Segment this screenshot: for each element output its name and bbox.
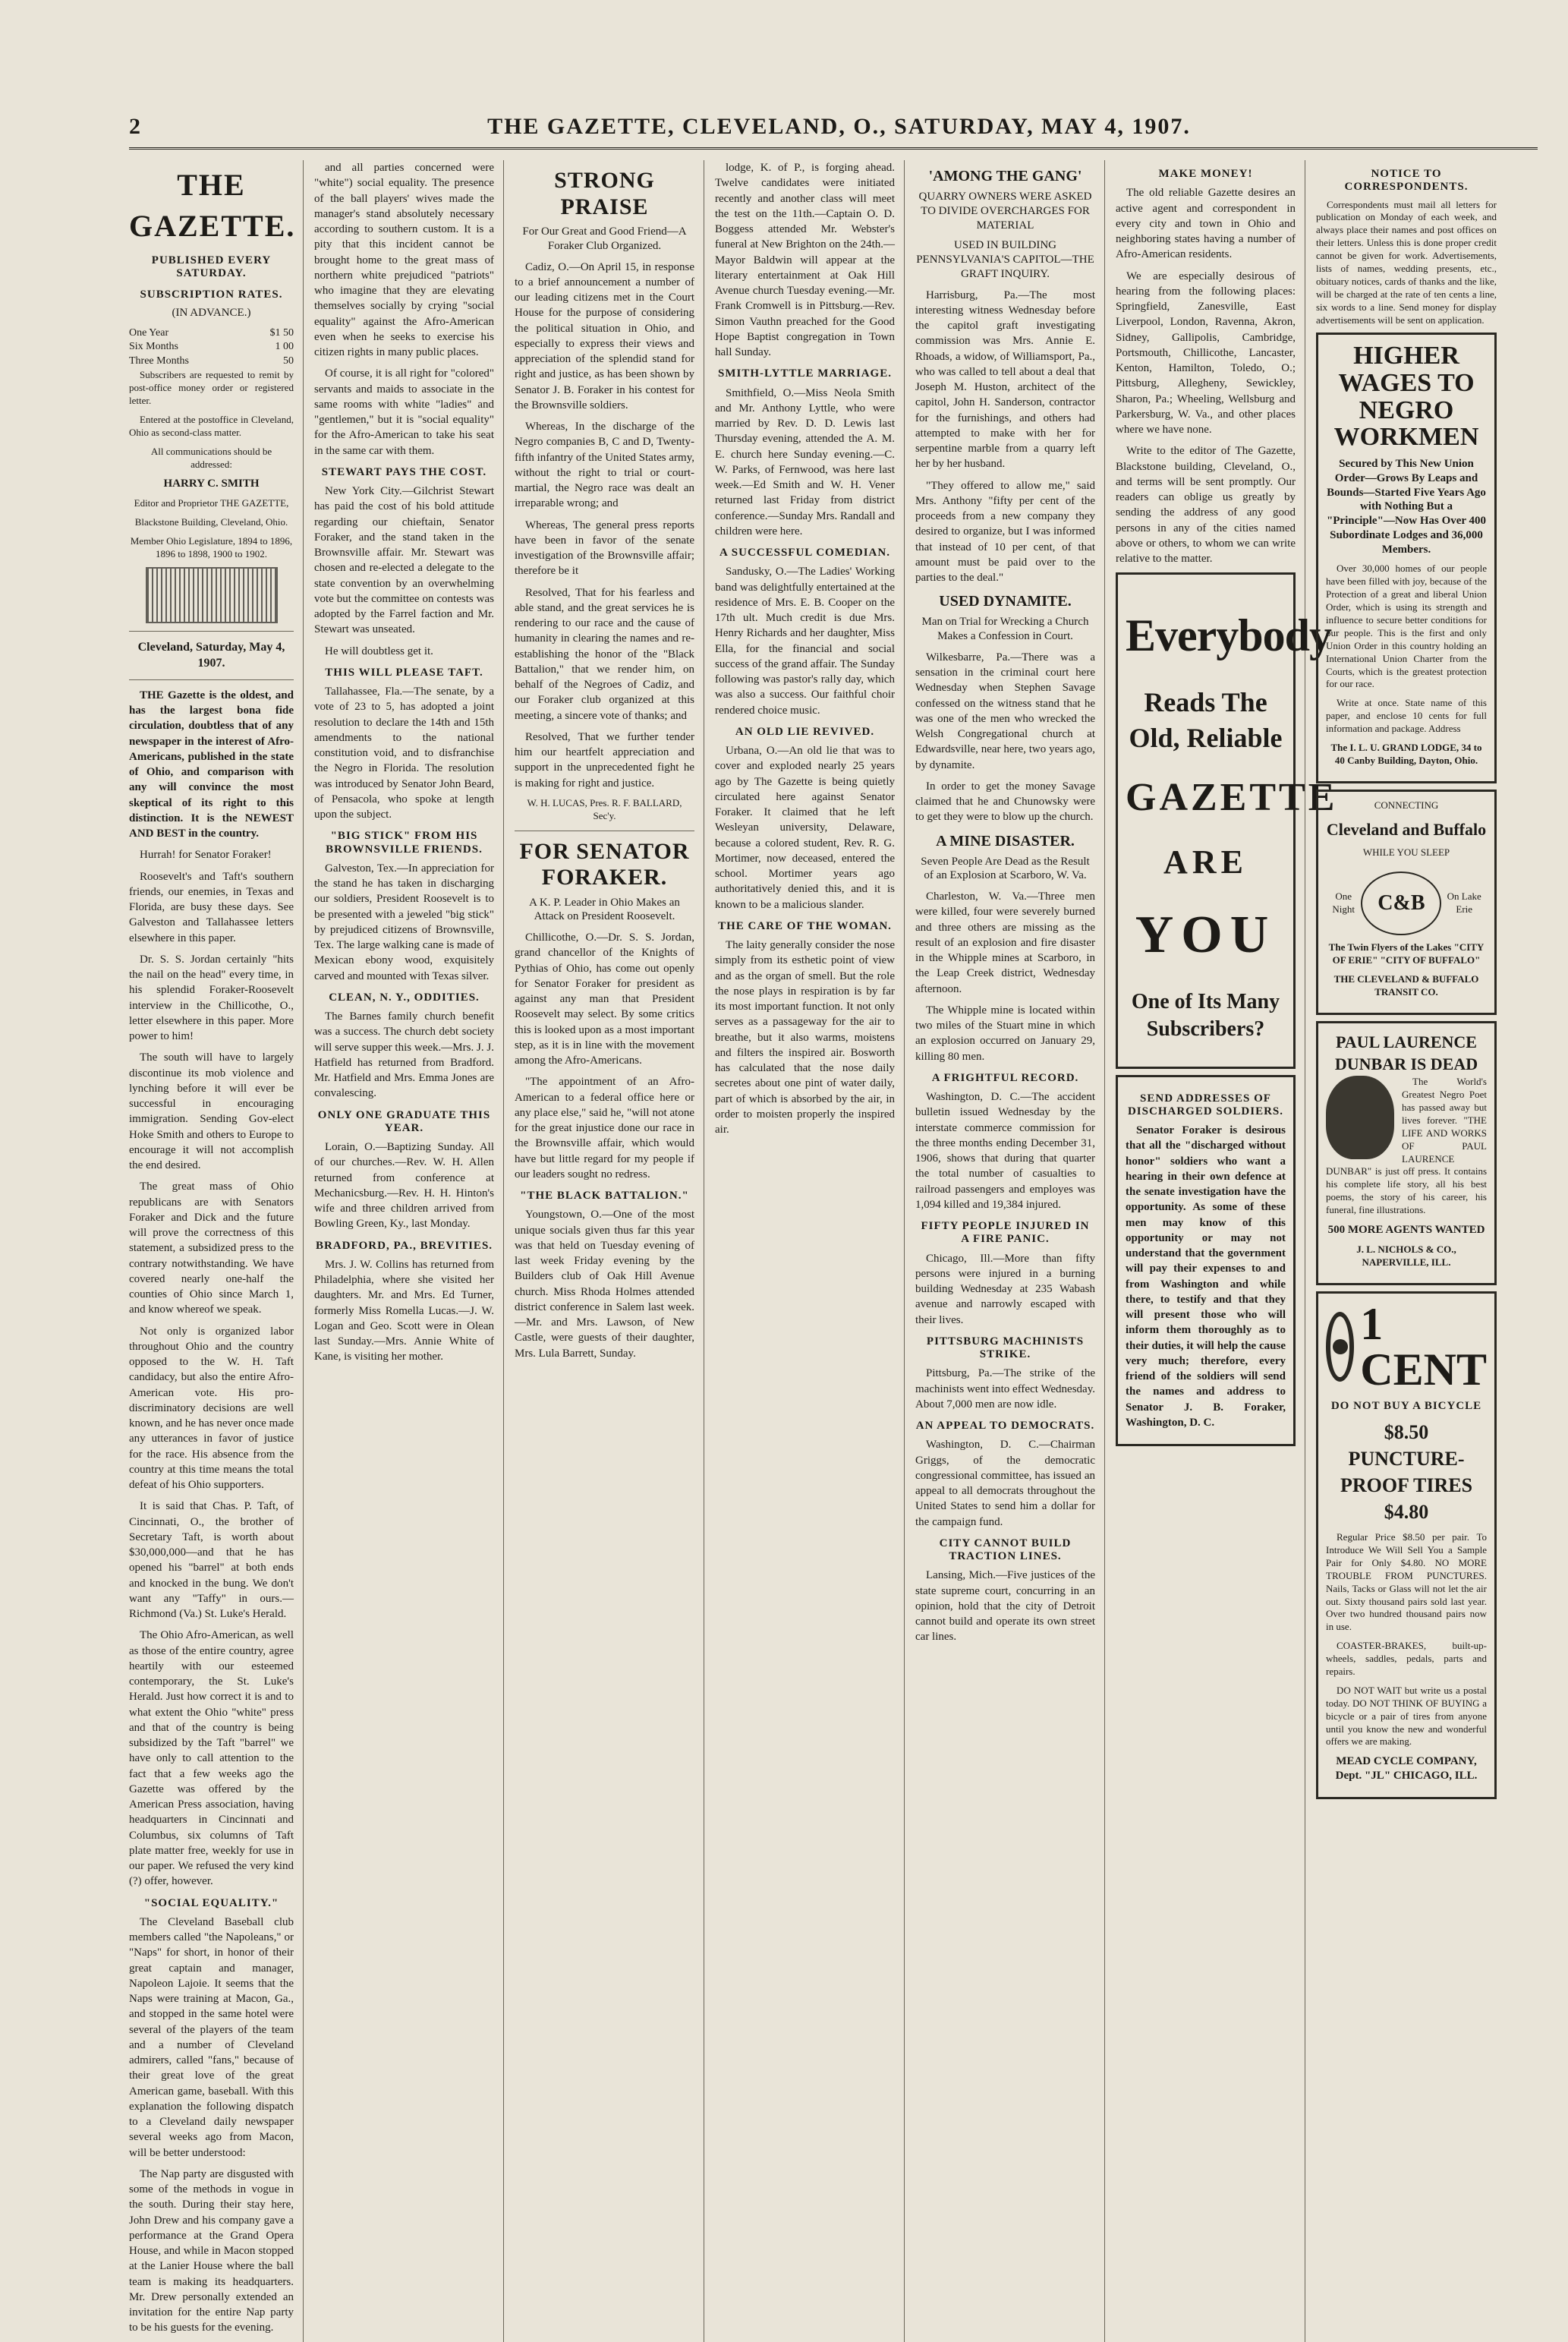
social-equality-heading: "SOCIAL EQUALITY." bbox=[143, 1896, 279, 1909]
paragraph: Urbana, O.—An old lie that was to cover and exploded nearly 25 years ago by The Gazette is being quietly circulated here against Senator Foraker. It claimed that he left Wesleyan university, Delaware, because a colored student, Rev. R. G. Mortimer, now deceased, entered the school. Mortimer years ago authoritatively denied this, and it is known to be a malicious slander. bbox=[715, 745, 895, 911]
address-to: All communications should be addressed: bbox=[150, 445, 272, 470]
dunbar-title: PAUL LAURENCE DUNBAR IS DEAD bbox=[1334, 1032, 1478, 1074]
paragraph: Regular Price $8.50 per pair. To Introduce We Will Sell You a Sample Pair for Only $4.80. NO MORE TROUBLE FROM PUNCTURES. Nails, Tacks or Glass will not let the air out. Sixty thousand pairs sold last year. Over two hundred thousand pairs now in use. bbox=[1326, 1531, 1487, 1633]
dunbar-firm: J. L. NICHOLS & CO., NAPERVILLE, ILL. bbox=[1356, 1243, 1456, 1268]
article-subhead: Seven People Are Dead as the Result of an Explosion at Scarboro, W. Va. bbox=[921, 855, 1090, 882]
paragraph: The Barnes family church benefit was a success. The church debt society will serve supper this week.—Mrs. J. J. Hatfield has returned from Bradford. Mr. Hatfield and Mrs. Emma Jones are convalescing. bbox=[314, 1010, 494, 1100]
paragraph: The laity generally consider the nose simply from its esthetic point of view and as the organ of smell. But the role the nose plays in respiration is by far its most important function. It not only serves as a passageway for the air to breathe, but it also warms, moistens and filters the inspired air. Bosworth has calculated that the nose daily secretes about one pint of water daily, part of which is absorbed by the air, in order to moisten properly the inspired air. bbox=[715, 939, 895, 1136]
article-heading: SMITH-LYTTLE MARRIAGE. bbox=[718, 367, 892, 380]
paragraph: Senator Foraker is desirous that all the "discharged without honor" soldiers who want a hearing in their own defence at the senate investigation have the opportunity. As some of these men may know of this opportunity or may not understand that the government will pay their expenses to and from Washington and while there, to testify and that they will present those who will inform them thoroughly as to their duties, it will help the cause very much; therefore, every friend of the soldiers will send the names and address to Senator J. B. Foraker, Washington, D. C. bbox=[1126, 1124, 1286, 1429]
paragraph: Harrisburg, Pa.—The most interesting witness Wednesday before the capitol graft investigating commission was Mrs. Annie E. Rhoads, a widow, of Williamsport, Pa., who was called to tell about a deal that Joseph M. Huston, architect of the capitol, John H. Sanderson, contractor for the furnishings, and others had attempted to make with her for serpentine marble from a quarry left her by her husband. bbox=[915, 288, 1095, 471]
article-heading: CITY CANNOT BUILD TRACTION LINES. bbox=[939, 1537, 1072, 1562]
editor-name: HARRY C. SMITH bbox=[163, 478, 260, 490]
article-heading: A SUCCESSFUL COMEDIAN. bbox=[719, 547, 890, 559]
article-headline: STRONG PRAISE bbox=[554, 168, 655, 219]
paragraph: Of course, it is all right for "colored" servants and maids to associate in the same rooms with white "ladies" and "gentlemen," but it is "social equality" for the Afro-American to take his seat in the same car with them. bbox=[314, 367, 494, 457]
lead-paragraph: THE Gazette is the oldest, and has the largest bona fide circulation, doubtless that of any newspaper in the interest of Afro-Americans, published in the state of Ohio, and comparison with any will convince the most skeptical of its right to this distinction. It is the NEWEST AND BEST in the country. bbox=[129, 689, 294, 840]
bicycle-wheel-icon bbox=[1326, 1312, 1354, 1382]
paragraph: Over 30,000 homes of our people have been filled with joy, because of the Protection of a great and liberal Union Order, which is using its strength and influence to secure better conditions for our people. This is the first and only Union Order in this country holding an International Union Charter from the Courts, which is the greatest protection for our race. bbox=[1326, 563, 1487, 690]
signature: W. H. LUCAS, Pres. R. F. BALLARD, Sec'y. bbox=[527, 796, 682, 821]
paragraph: Dr. S. S. Jordan certainly "hits the nail on the head" every time, in his splendid Foraker-Roosevelt interview in the Chillicothe, O., letter elsewhere in this paper. More power to him! bbox=[129, 953, 294, 1043]
paragraph: Wilkesbarre, Pa.—There was a sensation in the criminal court here Wednesday when Stephen Savage confessed on the witness stand that he was one of the men who wrecked the Welsh Congregational church at Edwardsville, near here, two years ago, by dynamite. bbox=[915, 651, 1095, 771]
paragraph: Mrs. J. W. Collins has returned from Philadelphia, where she visited her daughters. Mr. and Mrs. Ed Turner, formerly Miss Romella Lucas.—J. W. Logan and Geo. Scott were in Olean last Sunday.—Mrs. Annie White of Kane, is visiting her mother. bbox=[314, 1258, 494, 1363]
cb-flyers: The Twin Flyers of the Lakes "CITY OF ERIE" "CITY OF BUFFALO" bbox=[1328, 941, 1485, 966]
rates-table bbox=[129, 326, 294, 370]
column-6 bbox=[1116, 160, 1338, 2342]
paragraph: Resolved, That for his fearless and able stand, and the great services he is rendering to our race and the cause of humanity in clearing the names and re-establishing the honor of the "Black Battalion," that we render him, on behalf of the Negroes of Cadiz, and our Foraker club organized at this meeting, a sincere vote of thanks; and bbox=[515, 586, 694, 722]
ad-you: YOU bbox=[1135, 906, 1277, 965]
ad-subscribers: One of Its Many Subscribers? bbox=[1131, 989, 1280, 1042]
steamship-ad bbox=[1316, 790, 1497, 1015]
article-heading: CLEAN, N. Y., ODDITIES. bbox=[329, 991, 480, 1004]
article-heading: AN APPEAL TO DEMOCRATS. bbox=[915, 1420, 1095, 1432]
paragraph: We are especially desirous of hearing from the following places: Springfield, Zanesville, East Liverpool, London, Ravenna, Akron, Sidney, Gallipolis, Cambridge, Portsmouth, Chillicothe, Lancaster, Kenton, Hamilton, Toledo, O.; Pittsburg, Allegheny, Sewickley, Sharon, Pa.; Wheeling, Wellsburg and Parkersburg, W. Va., and other places where we have none. bbox=[1116, 270, 1296, 436]
paragraph: "The appointment of an Afro-American to a federal office here or any place else," said he, "will not atone for the great injustice done our race in the Brownsville affair, which would have but little regard for my people if our leaders sought no redress. bbox=[515, 1076, 694, 1180]
masthead-title: THE GAZETTE, CLEVELAND, O., SATURDAY, MAY 4, 1907. bbox=[487, 114, 1191, 139]
paper-name: THE GAZETTE. bbox=[129, 168, 296, 243]
ad-gazette: GAZETTE bbox=[1126, 775, 1338, 819]
editor-address: Blackstone Building, Cleveland, Ohio. bbox=[134, 516, 288, 528]
rate-row: Six Months 1 00 bbox=[129, 341, 294, 353]
soldiers-heading: SEND ADDRESSES OF DISCHARGED SOLDIERS. bbox=[1127, 1092, 1284, 1117]
make-money-heading: MAKE MONEY! bbox=[1158, 168, 1253, 180]
column-3 bbox=[515, 160, 704, 2342]
paragraph: "They offered to allow me," said Mrs. Anthony "fifty per cent of the proceeds from a new company they desired to organize, but I was informed that instead of 10 per cent, of that amount must be paid over to the parties to the deal." bbox=[915, 479, 1095, 584]
column-7 bbox=[1316, 160, 1506, 2342]
article-heading: "BIG STICK" FROM HIS BROWNSVILLE FRIENDS. bbox=[326, 830, 483, 856]
article-headline: FOR SENATOR FORAKER. bbox=[519, 838, 690, 890]
dunbar-ad bbox=[1316, 1021, 1497, 1285]
column-2 bbox=[314, 160, 504, 2342]
union-label-emblem bbox=[146, 567, 278, 623]
paragraph: Lansing, Mich.—Five justices of the state supreme court, concurring in an opinion, hold that the city of Detroit cannot build and operate its own street car lines. bbox=[915, 1569, 1095, 1644]
cycle-head: DO NOT BUY A BICYCLE bbox=[1330, 1399, 1482, 1412]
paragraph: Washington, D. C.—Chairman Griggs, of the democratic congressional committee, has issued an appeal to all democrats throughout the United States to send him a dollar for the campaign fund. bbox=[915, 1439, 1095, 1528]
article-heading: ONLY ONE GRADUATE THIS YEAR. bbox=[317, 1108, 491, 1134]
ad-are: ARE bbox=[1163, 843, 1248, 881]
columns bbox=[129, 160, 1538, 2334]
paragraph: Charleston, W. Va.—Three men were killed, four were severely burned and three others are missing as the result of an explosion and fire disaster in the Whipple mines at Scarboro, in the Leap Creek district, Wednesday afternoon. bbox=[915, 890, 1095, 995]
cb-one-night: One Night bbox=[1332, 890, 1355, 916]
rates-title: SUBSCRIPTION RATES. bbox=[140, 288, 283, 301]
dunbar-portrait bbox=[1326, 1076, 1394, 1159]
ad-reads: Reads The Old, Reliable bbox=[1129, 687, 1283, 754]
bicycle-ad bbox=[1316, 1291, 1497, 1799]
hurrah-line: Hurrah! for Senator Foraker! bbox=[140, 849, 272, 862]
paragraph: Cadiz, O.—On April 15, in response to a brief announcement a number of our leading citizens met in the Court House for the purpose of considering the political situation in Ohio, and especially to express their views and appreciation of the splendid stand for right and justice, as has been shown by Senator J. B. Foraker in his contest for the Brownsville soldiers. bbox=[515, 260, 694, 411]
paragraph: The Whipple mine is located within two miles of the Stuart mine in which an explosion occurred on January 29, killing 80 men. bbox=[915, 1004, 1095, 1063]
article-headline: 'AMONG THE GANG' bbox=[928, 168, 1082, 184]
paragraph: Not only is organized labor throughout Ohio and the country opposed to the W. H. Taft candidacy, but also the entire Afro-American vote. His pro-discriminatory decisions are well known, and he has never once made any utterances in favor of justice for the race. His absence from the country at this time means the total defeat of his Ohio supporters. bbox=[129, 1325, 294, 1492]
gazette-ad bbox=[1116, 572, 1338, 1068]
entered-note: Entered at the postoffice in Cleveland, Ohio as second-class matter. bbox=[129, 413, 294, 438]
cb-sub: WHILE YOU SLEEP bbox=[1362, 846, 1450, 859]
paragraph: Smithfield, O.—Miss Neola Smith and Mr. Anthony Lyttle, who were married by Rev. D. D. Lewis last Thursday evening, attended the A. M. E. church here Sunday evening.—C. W. Parks, of Fernwood, was here last week.—Ed Smith and W. H. Vener returned last Friday from district conference.—Sunday Mrs. Randall and children were here. bbox=[715, 386, 896, 537]
paragraph: The Nap party are disgusted with some of the methods in vogue in the south. During their stay here, John Drew and his company gave a performance at the Grand Opera House, and while in Macon stopped at the Lanier House where the ball team is making its headquarters. Mr. Drew personally extended an invitation for the entire Nap party to be his guests for the evening. bbox=[129, 2167, 294, 2334]
paragraph: He will doubtless get it. bbox=[325, 645, 433, 657]
union-order-ad bbox=[1316, 333, 1497, 783]
paragraph: Correspondents must mail all letters for publication on Monday of each week, and always place their names and post offices on their letters. Unless this is done proper credit cannot be given for work. Advertisements, lists of names, wedding presents, etc., obituary notices, cards of thanks and the like, will be charged at the rate of ten cents a line, six words to a line. Send money for display advertisements will be sent on application. bbox=[1316, 198, 1497, 326]
article-subhead: QUARRY OWNERS WERE ASKED TO DIVIDE OVERCHARGES FOR MATERIAL bbox=[918, 191, 1092, 232]
editor-title: Editor and Proprietor THE GAZETTE, bbox=[134, 497, 289, 509]
article-subhead: USED IN BUILDING PENNSYLVANIA'S CAPITOL—THE GRAFT INQUIRY. bbox=[916, 239, 1094, 280]
lodge-address: The I. L. U. GRAND LODGE, 34 to 40 Canby Building, Dayton, Ohio. bbox=[1330, 741, 1482, 766]
paragraph: Chicago, Ill.—More than fifty persons were injured in a burning building Wednesday at 235 Wabash avenue and narrowly escaped with their lives. bbox=[915, 1252, 1095, 1326]
article-heading: AN OLD LIE REVIVED. bbox=[735, 725, 875, 738]
paragraph: and all parties concerned were "white") social equality. The presence of the ball players' wives made the manager's stand absolutely necessary according to southern custom. It is a pity that this incident cannot be brought home to the great mass of northern white prejudiced "patriots" who imagine that they are elevating themselves socially by crying "social equality" against the Afro-American even when he seeks to exercise his citizen rights in many public places. bbox=[314, 162, 494, 358]
column-1 bbox=[129, 160, 304, 2342]
paragraph: The Cleveland Baseball club members called "the Napoleans," or "Naps" for short, in honor of their great captain and manager, Napoleon Lajoie. It seems that the Naps were training at Macon, Ga., and stopped in the same hotel were several of the players of the team and a number of Cleveland admirers, called "fans," because of their great love of the great American game, baseball. With this explanation the following dispatch to a Cleveland daily newspaper several weeks ago from Macon, will be better understood: bbox=[129, 1915, 294, 2159]
cb-connecting: CONNECTING bbox=[1374, 799, 1439, 811]
higher-wages-sub: Secured by This New Union Order—Grows By Leaps and Bounds—Started Five Years Ago with Nothing But a "Principle"—Now Has Over 400 Subordinate Lodges and 36,000 Members. bbox=[1326, 458, 1487, 556]
article-heading: "THE BLACK BATTALION." bbox=[520, 1190, 689, 1203]
remit-note: Subscribers are requested to remit by post-office money order or registered letter. bbox=[129, 369, 294, 406]
paragraph: The south will have to largely discontinue its mob violence and lynching before it will ever be successful in encouraging immigration. Sending Gov-elect Hoke Smith and others to Europe to encourage it will not accomplish the end desired. bbox=[129, 1051, 294, 1172]
rate-row: Three Months 50 bbox=[129, 355, 294, 367]
paragraph: Washington, D. C.—The accident bulletin issued Wednesday by the interstate commerce commission for the three months ending December 31, 1906, shows that during that quarter the total number of casualties to railroad passengers and employes was 1,094 killed and 19,384 injured. bbox=[915, 1091, 1095, 1211]
paragraph: Resolved, That we further tender him our heartfelt appreciation and support in the unprecedented fight he is making for right and justice. bbox=[515, 730, 694, 790]
article-heading: BRADFORD, PA., BREVITIES. bbox=[315, 1239, 493, 1252]
higher-wages-title: HIGHER WAGES TO NEGRO WORKMEN bbox=[1333, 342, 1479, 452]
column-5 bbox=[915, 160, 1105, 2342]
dateline: Cleveland, Saturday, May 4, 1907. bbox=[137, 640, 285, 670]
paragraph: The old reliable Gazette desires an active agent and correspondent in every city and town in Ohio and neighboring states having a number of Afro-American residents. bbox=[1116, 187, 1296, 261]
cb-title: Cleveland and Buffalo bbox=[1326, 819, 1487, 839]
masthead bbox=[129, 114, 1538, 150]
published-line: PUBLISHED EVERY SATURDAY. bbox=[151, 254, 272, 280]
article-heading: A FRIGHTFUL RECORD. bbox=[931, 1071, 1079, 1084]
cb-company: THE CLEVELAND & BUFFALO TRANSIT CO. bbox=[1333, 973, 1479, 998]
cb-emblem: C&B bbox=[1361, 872, 1441, 935]
paragraph: Chillicothe, O.—Dr. S. S. Jordan, grand chancellor of the Knights of Pythias of Ohio, has come out openly for Senator Foraker for president as against any man that President Roosevelt may select. By some critics this is looked upon as a most important step, as it is in line with the movement among the Afro-Americans. bbox=[515, 931, 694, 1067]
paragraph: Tallahassee, Fla.—The senate, by a vote of 23 to 5, has adopted a joint resolution to declare the 14th and 15th amendments to the national constitution void, and to disfranchise the Negro in Florida. The resolution was introduced by Senator John Beard, of Pensacola, who spoke at length upon the subject. bbox=[314, 686, 494, 821]
notice-heading: NOTICE TO CORRESPONDENTS. bbox=[1344, 168, 1469, 194]
paragraph: The Ohio Afro-American, as well as those of the entire country, agree heartily with our esteemed contemporary, the St. Luke's Herald. Just how correct it is and to what extent the Ohio "white" press and that of the country is being subsidized by the Taft "barrel" we have only to call attention to the fact that a few weeks ago the Gazette was offered by the American Press association, having headquarters in Cincinnati and Columbus, six columns of Taft plate matter free, weekly for use in our paper. We refused the very kind (?) offer, however. bbox=[129, 1629, 294, 1888]
paragraph: Whereas, In the discharge of the Negro companies B, C and D, Twenty-fifth infantry of the United States army, without the right to trial or court-martial, the Negro race was dealt an irreparable wrong; and bbox=[515, 421, 694, 510]
article-subhead: Man on Trial for Wrecking a Church Makes a Confession in Court. bbox=[921, 616, 1089, 642]
paragraph: DO NOT WAIT but write us a postal today. DO NOT THINK OF BUYING a bicycle or a pair of tires from anyone until you know the new and wonderful offers we are making. bbox=[1326, 1684, 1487, 1748]
paragraph: lodge, K. of P., is forging ahead. Twelve candidates were initiated recently and another class will meet the test on the 11th.—Captain O. D. Boggess attended Mr. Webster's funeral at New Brighton on the 24th.—Mayor Baldwin will appear at the literary entertainment at Oak Hill Avenue church Tuesday evening.—Mr. Frank Cromwell is in Pittsburg.—Rev. Simon Vauthn preached for the Good Hope Baptist congregation in Town hall Sunday. bbox=[715, 162, 895, 358]
article-heading: STEWART PAYS THE COST. bbox=[321, 465, 487, 478]
member-note: Member Ohio Legislature, 1894 to 1896, 1896 to 1898, 1900 to 1902. bbox=[130, 534, 293, 559]
paragraph: It is said that Chas. P. Taft, of Cincinnati, O., the brother of Secretary Taft, is worth about $30,000,000—and that he has opened his "barrel" at both ends and knocked in the bung. We don't want any "Taffy" in ours.—Richmond (Va.) St. Luke's Herald. bbox=[129, 1500, 294, 1621]
article-heading: THIS WILL PLEASE TAFT. bbox=[325, 666, 483, 679]
page-number: 2 bbox=[129, 114, 140, 139]
paragraph: Youngstown, O.—One of the most unique socials given thus far this year was that held on Tuesday evening of last week Friday evening by the Builders club of Oak Hill Avenue church. Miss Rhoda Holmes attended district conference in Salem last week.—Mr. and Mrs. Lawson, of New Castle, were guests of their daughter, Mrs. Lula Barrett, Sunday. bbox=[515, 1209, 694, 1360]
article-subhead: For Our Great and Good Friend—A Foraker Club Organized. bbox=[522, 225, 687, 252]
rate-row: One Year $1 50 bbox=[129, 326, 294, 339]
soldiers-notice bbox=[1116, 1075, 1296, 1447]
article-heading: THE CARE OF THE WOMAN. bbox=[718, 919, 892, 932]
paragraph: In order to get the money Savage claimed that he and Chunowsky were to get they were to blow up the church. bbox=[915, 780, 1095, 824]
cycle-firm: MEAD CYCLE COMPANY, Dept. "JL" CHICAGO, ILL. bbox=[1335, 1755, 1478, 1783]
article-heading: FIFTY PEOPLE INJURED IN A FIRE PANIC. bbox=[921, 1220, 1090, 1246]
cycle-tires: $8.50 PUNCTURE-PROOF TIRES $4.80 bbox=[1340, 1420, 1473, 1524]
paragraph: Pittsburg, Pa.—The strike of the machinists went into effect Wednesday. About 7,000 men are now idle. bbox=[915, 1367, 1095, 1411]
paragraph: Write to the editor of The Gazette, Blackstone building, Cleveland, O., and terms will be sent promptly. Our readers can oblige us greatly by sending the address of any good persons in any of the cities named above or others, to whom we can write relative to the matter. bbox=[1116, 445, 1296, 565]
paragraph: Galveston, Tex.—In appreciation for the stand he has taken in discharging our soldiers, President Roosevelt is to be presented with a jeweled "big stick" by prejudiced citizens of Brownsville, Tex. The large walking cane is made of Mexican ebony wood, exquisitely carved and mounted with Texas silver. bbox=[314, 862, 494, 982]
paragraph: Lorain, O.—Baptizing Sunday. All of our churches.—Rev. W. H. Allen returned from conference at Mechanicsburg.—Rev. H. H. Hinton's wife and three children arrived from Bowling Green, Ky., last Monday. bbox=[314, 1141, 494, 1231]
paragraph: Sandusky, O.—The Ladies' Working band was delightfully entertained at the residence of Mrs. E. B. Cooper on the 17th ult. Much credit is due Mrs. Henry Richards and her daughter, Miss Ella, for the financial and social success of the grand affair. The Sunday following was pastor's rally day, which was also a success. Our faithful choir rendered choice music. bbox=[715, 566, 896, 717]
paragraph: New York City.—Gilchrist Stewart has paid the cost of his bold attitude regarding our chieftain, Senator Foraker, and the stand taken in the Brownsville affair. Mr. Stewart was chosen and re-elected a delegate to the state convention by an overwhelming vote but the committee on contests was adopted by the Farrel faction and Mr. Stewart was unseated. bbox=[314, 485, 494, 636]
article-headline: USED DYNAMITE. bbox=[939, 593, 1072, 610]
dunbar-agents: 500 MORE AGENTS WANTED bbox=[1327, 1223, 1485, 1236]
article-headline: A MINE DISASTER. bbox=[936, 832, 1075, 849]
paragraph: Roosevelt's and Taft's southern friends, our enemies, in Texas and Florida, are busy these days. See Galveston and Tallahassee letters elsewhere in this paper. bbox=[129, 870, 294, 944]
paragraph: COASTER-BRAKES, built-up-wheels, saddles, pedals, parts and repairs. bbox=[1326, 1640, 1487, 1678]
paragraph: Write at once. State name of this paper, and enclose 10 cents for full information and package. Address bbox=[1326, 697, 1487, 735]
cb-lake: On Lake Erie bbox=[1447, 890, 1481, 916]
article-subhead: A K. P. Leader in Ohio Makes an Attack on President Roosevelt. bbox=[529, 896, 680, 923]
article-heading: PITTSBURG MACHINISTS STRIKE. bbox=[926, 1335, 1085, 1360]
column-4 bbox=[715, 160, 905, 2342]
cycle-cent: 1 CENT bbox=[1360, 1298, 1487, 1395]
ad-everybody: Everybody bbox=[1126, 610, 1332, 661]
rates-advance: (IN ADVANCE.) bbox=[172, 306, 251, 319]
paragraph: Whereas, The general press reports have been in favor of the senate investigation of the Brownsville affair; therefore be it bbox=[515, 519, 694, 578]
paragraph: The World's Greatest Negro Poet has passed away but lives forever. "THE LIFE AND WORKS OF PAUL LAURENCE DUNBAR" is just off press. It contains his complete life story, all his best poems, the story of his career, his funeral, fine illustrations. bbox=[1326, 1076, 1487, 1216]
paragraph: The great mass of Ohio republicans are with Senators Foraker and Dick and the future will prove the correctness of this statement, a subsidized press to the contrary notwithstanding. We have covered nearly one-half the counties of Ohio since March 1, and know whereof we speak. bbox=[129, 1180, 294, 1316]
